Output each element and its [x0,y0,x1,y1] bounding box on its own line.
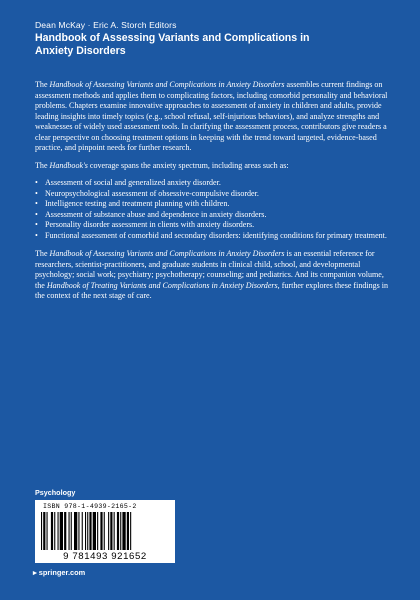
list-item [35,199,390,210]
subject-category: Psychology [35,488,76,497]
publisher-url: springer.com [38,568,86,577]
arrow-icon: ▸ [33,568,37,577]
p2-prefix: The [35,160,50,170]
bullet-icon: • [35,220,38,229]
paragraph-coverage [35,161,390,172]
isbn-number: ISBN 978-1-4939-2165-2 [43,503,137,510]
p1-prefix: The [35,80,50,89]
publisher-link[interactable] [33,568,85,577]
paragraph-intro [35,80,390,154]
bullet-icon: • [35,209,38,219]
list-item-text: Neuropsychological assessment of obsessive-compulsive disorder. [45,188,259,198]
blurb [35,80,390,309]
p3-text: is an essential reference for researchers, scientist-practitioners, and graduate students in clinical child, school, and developmental psychology; social work; psychiatry; psychotherapy; counseling; and pediatrics. And its companion volume, the [35,249,384,290]
list-item-text: Personality disorder assessment in clients with anxiety disorders. [45,220,255,229]
list-item-text: Functional assessment of comorbid and secondary disorders: identifying conditions for primary treatment. [45,230,387,240]
p3-text-end: , further explores these findings in the context of the next stage of care. [35,280,389,300]
book-title [35,32,395,58]
p3-companion-title: Handbook of Treating Variants and Complications in Anxiety Disorders [46,280,278,290]
list-item-text: Assessment of substance abuse and dependence in anxiety disorders. [45,209,267,219]
list-item-text: Assessment of social and generalized anxiety disorder. [45,178,221,187]
list-item [35,231,390,242]
paragraph-audience [35,249,390,302]
editors-line: Dean McKay · Eric A. Storch Editors [35,20,177,30]
title-line-1: Handbook of Assessing Variants and Complications in [35,32,310,44]
barcode-icon [41,512,169,550]
list-item [35,220,390,231]
isbn-barcode [35,500,175,563]
bullet-icon: • [35,199,38,208]
list-item [35,210,390,221]
p3-prefix: The [35,249,50,258]
barcode-digits: 9 781493 921652 [63,551,147,562]
list-item [35,189,390,200]
p3-book-title: Handbook of Assessing Variants and Complications in Anxiety Disorders [49,249,285,258]
topic-list [35,178,390,241]
p1-book-title: Handbook of Assessing Variants and Complications in Anxiety Disorders [49,80,285,89]
list-item [35,178,390,189]
p1-text: assembles current findings on assessment methods and applies them to complicating factors, including comorbid personality and behavioral problems. Chapters examine innovative approaches to assessment of anxiety in children and adults, provide leading insights into timely topics (e.g., school refusal, self-injurious behaviors), and analyze strengths and weaknesses of widely used assessment tools. In clarifying the assessment process, contributors give readers a clear perspective on choosing treatment options in keeping with the trend toward targeted, evidence-based practice, and pinpoint needs for further research. [35,80,388,152]
bullet-icon: • [35,230,38,240]
bullet-icon: • [35,188,38,198]
title-line-2: Anxiety Disorders [35,45,126,57]
list-item-text: Intelligence testing and treatment planning with children. [45,199,230,208]
p2-text: coverage spans the anxiety spectrum, including areas such as: [87,160,289,170]
p2-handbook: Handbook's [49,160,88,170]
bullet-icon: • [35,178,38,187]
